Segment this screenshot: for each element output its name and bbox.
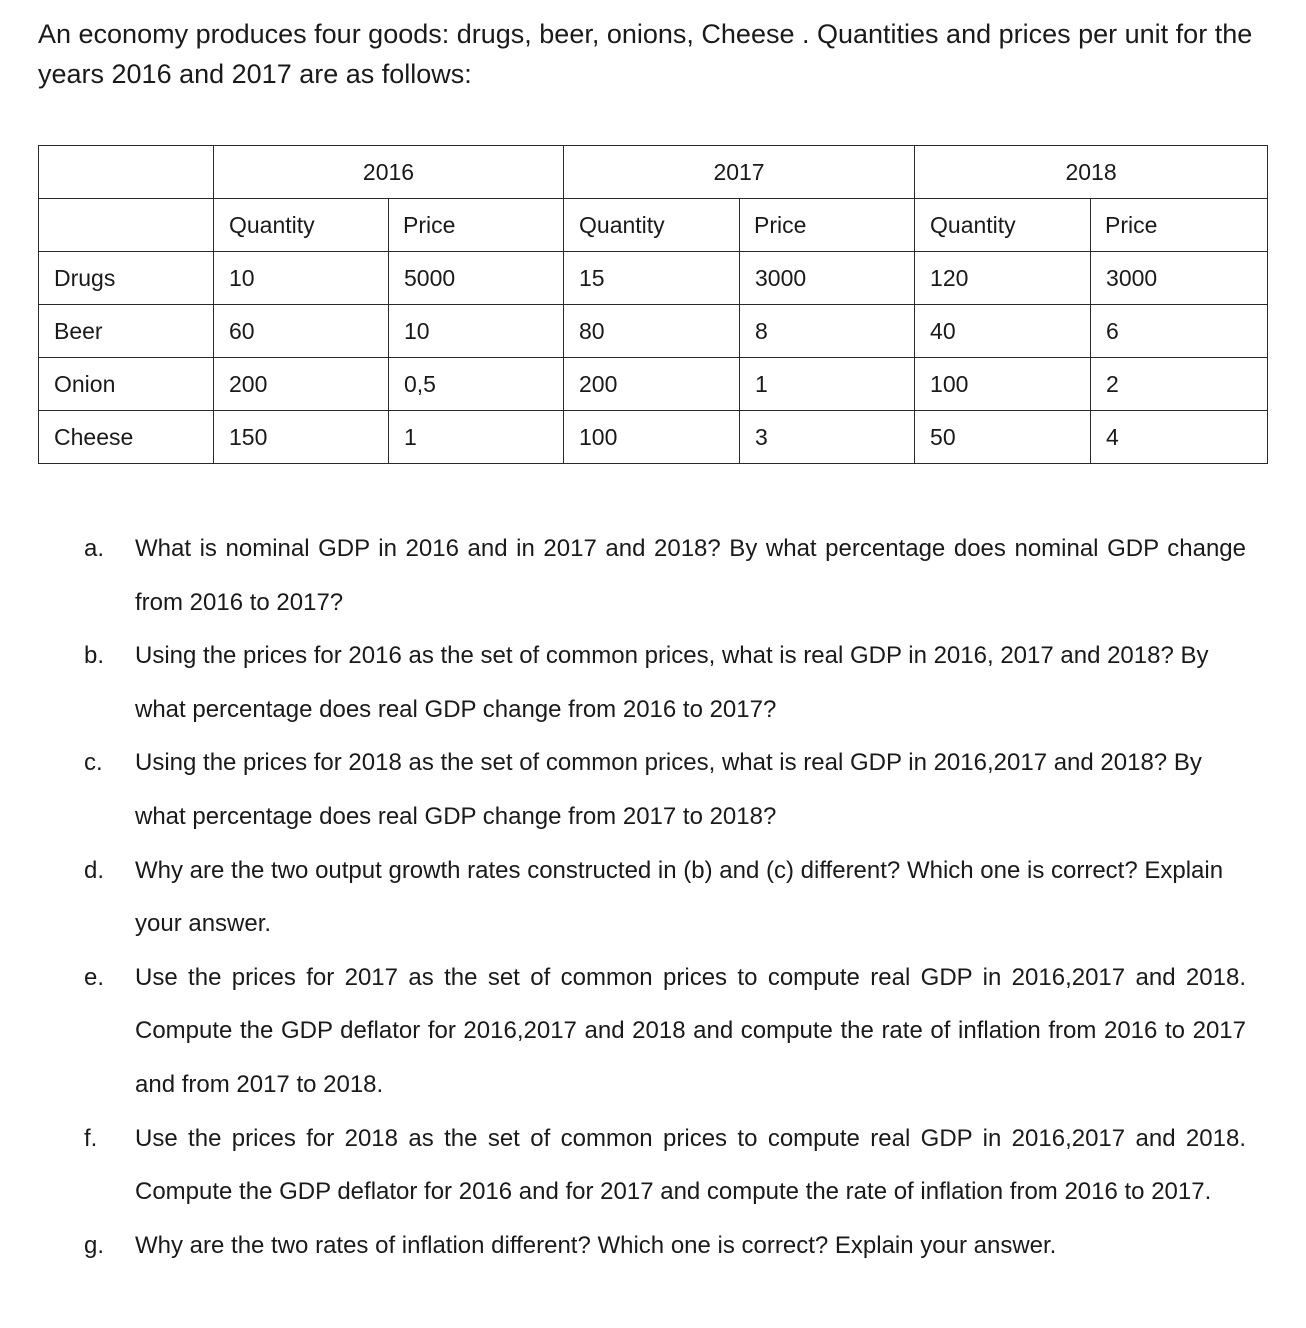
question-marker: a. [84,535,105,562]
good-name: Drugs [39,252,214,305]
subheader-row [39,199,1268,252]
question-text: Using the prices for 2018 as the set of common prices, what is real GDP in 2016,2017 and 2018? By what percentage does real GDP change from 2017 to 2018? [135,749,1202,830]
price-2017: 3000 [740,252,915,305]
quantity-2018: 40 [915,305,1091,358]
corner-cell [39,146,214,199]
question-g [38,1219,1246,1273]
question-marker: f. [84,1124,98,1152]
price-header: Price [740,199,915,252]
table-row-onion [39,358,1268,411]
question-text: Why are the two rates of inflation different? Which one is correct? Explain your answer. [135,1231,1057,1259]
question-e [38,951,1246,1112]
year-header-row [39,146,1268,199]
question-marker: c. [84,749,103,777]
quantity-2018: 100 [915,358,1091,411]
price-2018: 6 [1091,305,1268,358]
year-header-2016: 2016 [214,146,564,199]
question-b [38,629,1246,736]
price-header: Price [1091,199,1268,252]
question-f [38,1112,1246,1219]
price-2016: 5000 [389,252,564,305]
quantity-header: Quantity [214,199,389,252]
quantity-2016: 200 [214,358,389,411]
quantity-2017: 15 [564,252,740,305]
quantity-2016: 10 [214,252,389,305]
question-list [38,522,1246,1272]
table-row-beer [39,305,1268,358]
question-text: Using the prices for 2016 as the set of common prices, what is real GDP in 2016, 2017 and 2018? By what percentage does real GDP change from 2016 to 2017? [135,642,1209,723]
price-2016: 0,5 [389,358,564,411]
price-2017: 8 [740,305,915,358]
question-marker: e. [84,963,105,991]
price-2018: 4 [1091,411,1268,464]
good-name: Onion [39,358,214,411]
question-text: What is nominal GDP in 2016 and in 2017 and 2018? By what percentage does nominal GDP change from 2016 to 2017? [135,535,1246,616]
good-name: Cheese [39,411,214,464]
quantity-2017: 100 [564,411,740,464]
quantity-header: Quantity [564,199,740,252]
quantity-header: Quantity [915,199,1091,252]
quantity-2016: 60 [214,305,389,358]
question-text: Use the prices for 2018 as the set of common prices to compute real GDP in 2016,2017 and 2018. Compute the GDP deflator for 2016 and for 2017 and compute the rate of inflation from 2016 to 2017. [135,1124,1246,1206]
question-marker: g. [84,1231,105,1259]
blank-cell [39,199,214,252]
goods-table [38,145,1268,464]
question-marker: d. [84,856,105,884]
price-2017: 3 [740,411,915,464]
question-text: Why are the two output growth rates constructed in (b) and (c) different? Which one is correct? Explain your answer. [135,856,1224,938]
quantity-2018: 120 [915,252,1091,305]
good-name: Beer [39,305,214,358]
price-2016: 1 [389,411,564,464]
price-2017: 1 [740,358,915,411]
table-row-cheese [39,411,1268,464]
question-text: Use the prices for 2017 as the set of common prices to compute real GDP in 2016,2017 and 2018. Compute the GDP deflator for 2016,2017 and 2018 and compute the rate of inflation from 2016 to 2017 and from 2017 to 2018. [135,963,1246,1098]
price-header: Price [389,199,564,252]
question-d [38,844,1246,951]
question-a [38,522,1246,629]
year-header-2017: 2017 [564,146,915,199]
quantity-2017: 80 [564,305,740,358]
price-2016: 10 [389,305,564,358]
question-c [38,736,1246,843]
table-row-drugs [39,252,1268,305]
question-marker: b. [84,642,105,670]
quantity-2016: 150 [214,411,389,464]
price-2018: 2 [1091,358,1268,411]
quantity-2017: 200 [564,358,740,411]
year-header-2018: 2018 [915,146,1268,199]
price-2018: 3000 [1091,252,1268,305]
intro-paragraph: An economy produces four goods: drugs, beer, onions, Cheese . Quantities and prices per unit for the years 2016 and 2017 are as follows: [38,19,1253,89]
quantity-2018: 50 [915,411,1091,464]
